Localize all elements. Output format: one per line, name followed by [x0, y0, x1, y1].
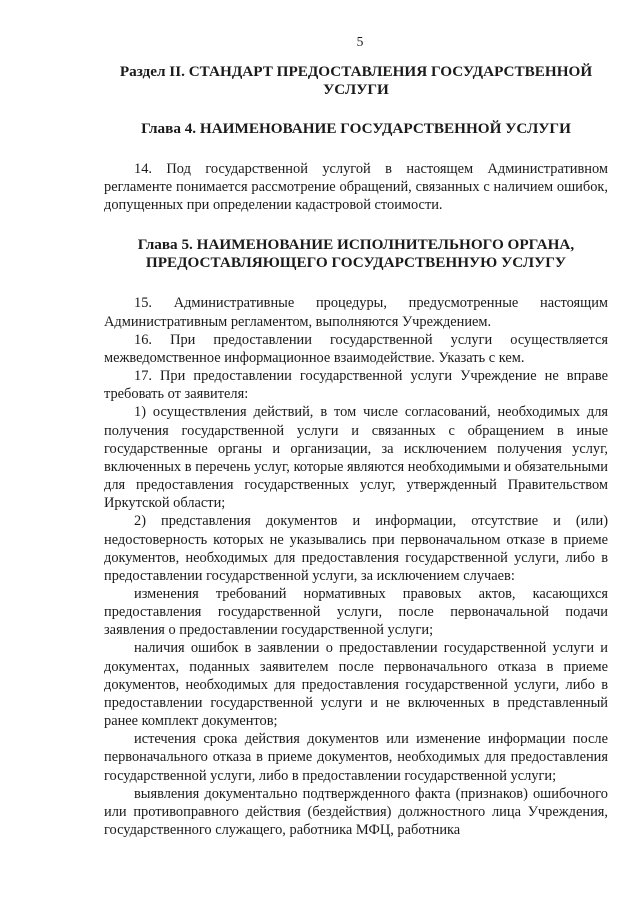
exception-requirements-change: изменения требований нормативных правовых актов, касающихся предоставления государственной услуги, после первоначальной подачи заявления о предоставлении государственной услуги;	[104, 585, 608, 639]
section-heading-line: УСЛУГИ	[323, 81, 389, 98]
exception-erroneous-action: выявления документально подтвержденного факта (признаков) ошибочного или противоправного действия (бездействия) должностного лица Учреждения, государственного служащего, работника МФЦ, работника	[104, 785, 608, 838]
exception-errors-in-application: наличия ошибок в заявлении о предоставлении государственной услуги и документах, поданных заявителем после первоначального отказа в приеме документов, необходимых для предоставления государственной услуги, либо в предоставлении государственной услуги и не включенных в представленный ранее комплект документов;	[104, 640, 608, 730]
chapter-4-heading-line: Глава 4. НАИМЕНОВАНИЕ ГОСУДАРСТВЕННОЙ УСЛУГИ	[141, 120, 571, 137]
section-heading	[104, 63, 608, 99]
section-heading-line: Раздел II. СТАНДАРТ ПРЕДОСТАВЛЕНИЯ ГОСУДАРСТВЕННОЙ	[119, 63, 593, 80]
paragraph-14: 14. Под государственной услугой в настоящем Административном регламенте понимается рассмотрение обращений, связанных с наличием ошибок, допущенных при определении кадастровой стоимости.	[104, 161, 608, 214]
paragraph-15: 15. Административные процедуры, предусмотренные настоящим Административным регламентом, выполняются Учреждением.	[104, 295, 608, 330]
paragraph-16: 16. При предоставлении государственной услуги осуществляется межведомственное информационное взаимодействие. Указать с кем.	[104, 331, 608, 366]
paragraph-17-item-2: 2) представления документов и информации, отсутствие и (или) недостоверность которых не указывались при первоначальном отказе в приеме документов, необходимых для предоставления государственной услуги, либо в предоставлении государственной услуги, за исключением случаев:	[104, 513, 608, 584]
chapter-4-heading	[104, 120, 608, 138]
exception-document-expiry: истечения срока действия документов или изменение информации после первоначального отказа в приеме документов, необходимых для предоставления государственной услуги, либо в предоставлении государственной услуги;	[104, 731, 608, 784]
chapter-5-heading-line: ПРЕДОСТАВЛЯЮЩЕГО ГОСУДАРСТВЕННУЮ УСЛУГУ	[145, 254, 567, 272]
page-number: 5	[356, 34, 364, 49]
chapter-5-heading	[104, 236, 608, 272]
paragraph-17-item-1: 1) осуществления действий, в том числе согласований, необходимых для получения государственной услуги и связанных с обращением в иные государственные органы и организации, за исключением получения услуг, включенных в перечень услуг, которые являются необходимыми и обязательными для предоставления государственных услуг, утвержденный Правительством Иркутской области;	[104, 404, 608, 512]
paragraph-17: 17. При предоставлении государственной услуги Учреждение не вправе требовать от заявителя:	[104, 368, 608, 403]
chapter-5-heading-line: Глава 5. НАИМЕНОВАНИЕ ИСПОЛНИТЕЛЬНОГО ОРГАНА,	[137, 236, 575, 254]
